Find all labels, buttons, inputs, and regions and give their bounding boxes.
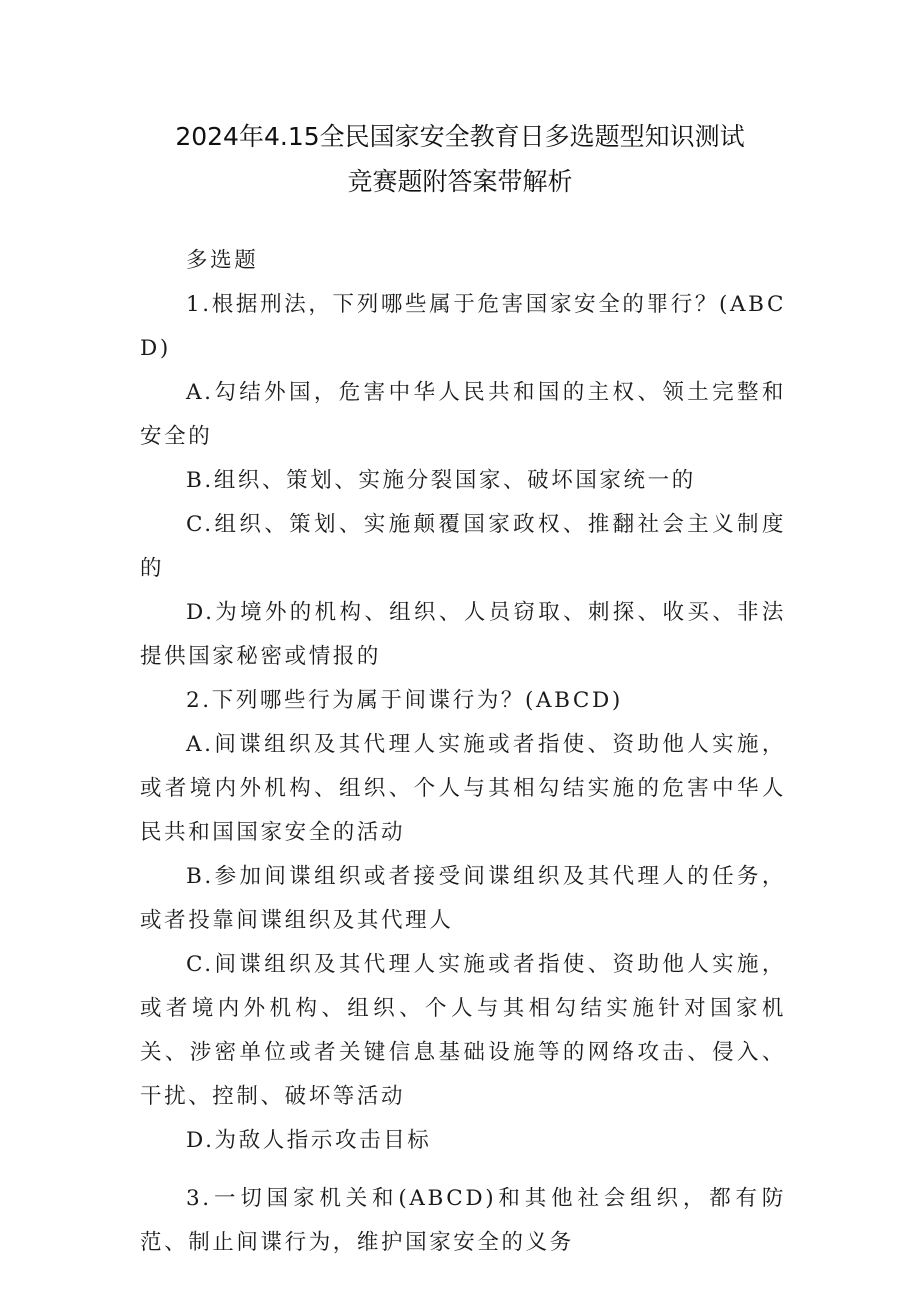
question-2-option-a: A.间谍组织及其代理人实施或者指使、资助他人实施，或者境内外机构、组织、个人与其相勾结实施的危害中华人民共和国国家安全的活动 xyxy=(140,732,786,845)
question-1-option-a: A.勾结外国，危害中华人民共和国的主权、领土完整和安全的 xyxy=(140,380,786,449)
question-2-option-c: C.间谍组织及其代理人实施或者指使、资助他人实施，或者境内外机构、组织、个人与其相勾结实施针对国家机关、涉密单位或者关键信息基础设施等的网络攻击、侵入、干扰、控制、破坏等活动 xyxy=(140,952,786,1109)
question-1-option-d: D.为境外的机构、组织、人员窃取、刺探、收买、非法提供国家秘密或情报的 xyxy=(140,600,786,669)
question-2-option-d: D.为敌人指示攻击目标 xyxy=(186,1128,432,1153)
section-heading: 多选题 xyxy=(186,248,259,273)
question-1-option-c: C.组织、策划、实施颠覆国家政权、推翻社会主义制度的 xyxy=(140,512,786,581)
question-1-stem: 1.根据刑法，下列哪些属于危害国家安全的罪行？(ABCD) xyxy=(140,292,786,361)
question-2-option-b: B.参加间谍组织或者接受间谍组织及其代理人的任务，或者投靠间谍组织及其代理人 xyxy=(140,864,786,933)
question-1-option-b: B.组织、策划、实施分裂国家、破坏国家统一的 xyxy=(186,468,696,493)
question-3-stem: 3.一切国家机关和(ABCD)和其他社会组织，都有防范、制止间谍行为，维护国家安全的义务 xyxy=(140,1186,786,1255)
document-title-line-2: 竞赛题附答案带解析 xyxy=(347,167,573,196)
document-body xyxy=(140,239,786,1265)
question-2-stem: 2.下列哪些行为属于间谍行为？(ABCD) xyxy=(186,688,623,713)
document-title-line-1: 2024年4.15全民国家安全教育日多选题型知识测试 xyxy=(175,122,745,151)
